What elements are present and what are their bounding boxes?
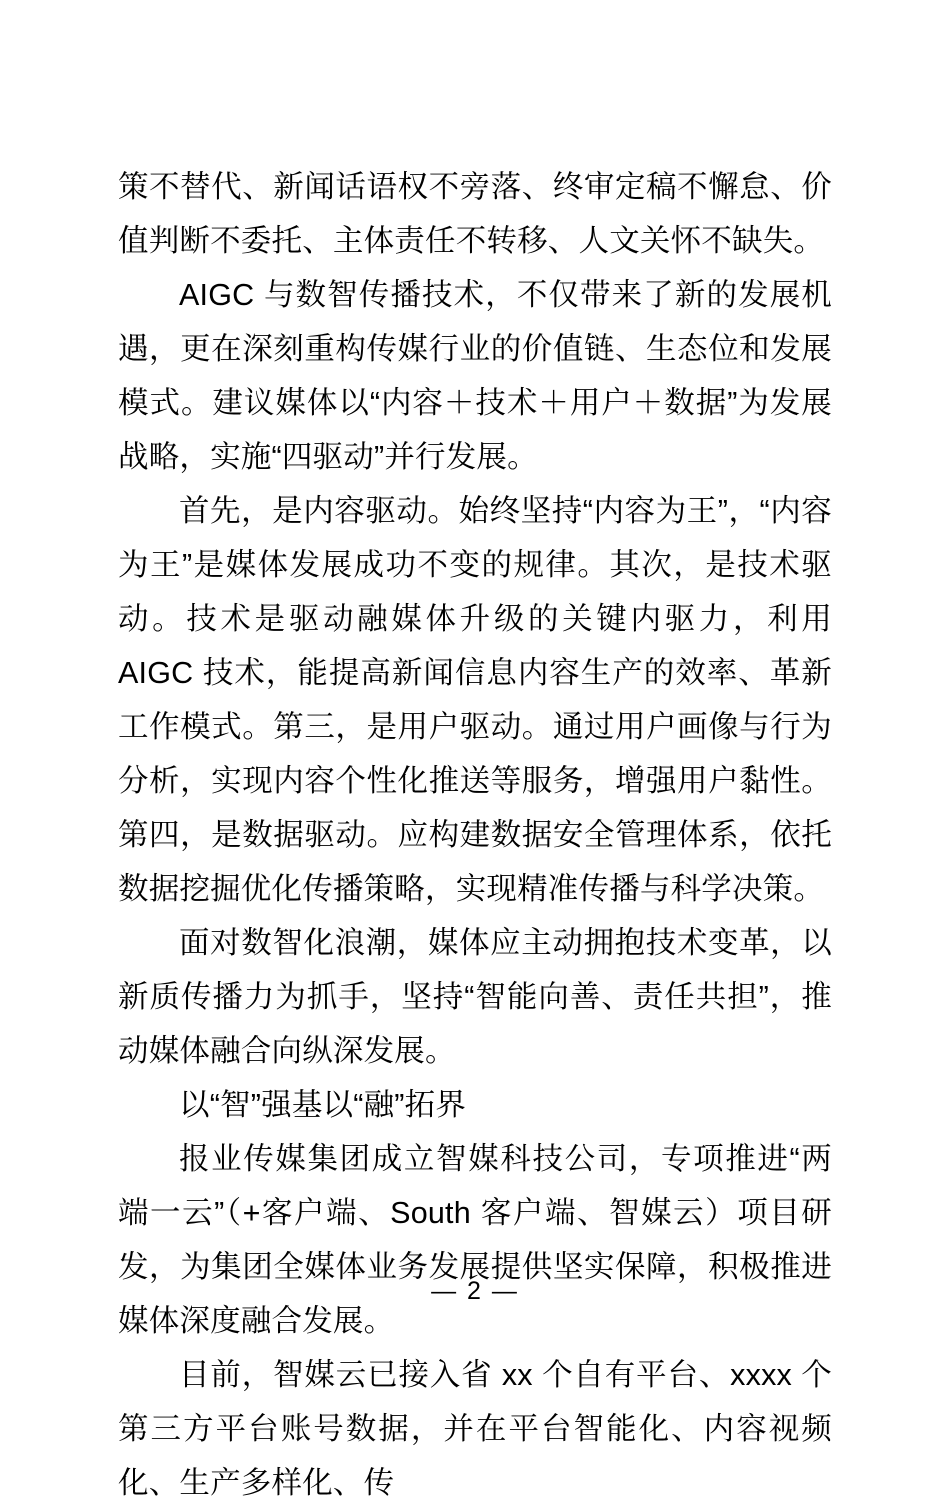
paragraph-4: 面对数智化浪潮，媒体应主动拥抱技术变革，以新质传播力为抓手，坚持“智能向善、责任共担”，推动媒体融合向纵深发展。 <box>118 926 832 1068</box>
paragraph-1: 策不替代、新闻话语权不旁落、终审定稿不懈怠、价值判断不委托、主体责任不转移、人文关怀不缺失。 <box>118 170 832 258</box>
paragraph-3: 首先，是内容驱动。始终坚持“内容为王”，“内容为王”是媒体发展成功不变的规律。其次，是技术驱动。技术是驱动融媒体升级的关键内驱力，利用 AIGC 技术，能提高新闻信息内容生产的效率、革新工作模式。第三，是用户驱动。通过用户画像与行为分析，实现内容个性化推送等服务，增强用户黏性。第四，是数据驱动。应构建数据安全管理体系，依托数据挖掘优化传播策略，实现精准传播与科学决策。 <box>118 494 832 906</box>
paragraph-5-heading: 以“智”强基以“融”拓界 <box>179 1088 467 1122</box>
paragraph-6: 报业传媒集团成立智媒科技公司，专项推进“两端一云”（+客户端、South 客户端、智媒云）项目研发，为集团全媒体业务发展提供坚实保障，积极推进媒体深度融合发展。 <box>118 1142 832 1338</box>
document-body <box>118 160 832 1510</box>
paragraph-7: 目前，智媒云已接入省 xx 个自有平台、xxxx 个第三方平台账号数据，并在平台智能化、内容视频化、生产多样化、传 <box>118 1358 832 1500</box>
page-number: — 2 — <box>431 1277 519 1305</box>
page-footer <box>0 1277 950 1306</box>
paragraph-2: AIGC 与数智传播技术，不仅带来了新的发展机遇，更在深刻重构传媒行业的价值链、生态位和发展模式。建议媒体以“内容＋技术＋用户＋数据”为发展战略，实施“四驱动”并行发展。 <box>118 278 832 474</box>
